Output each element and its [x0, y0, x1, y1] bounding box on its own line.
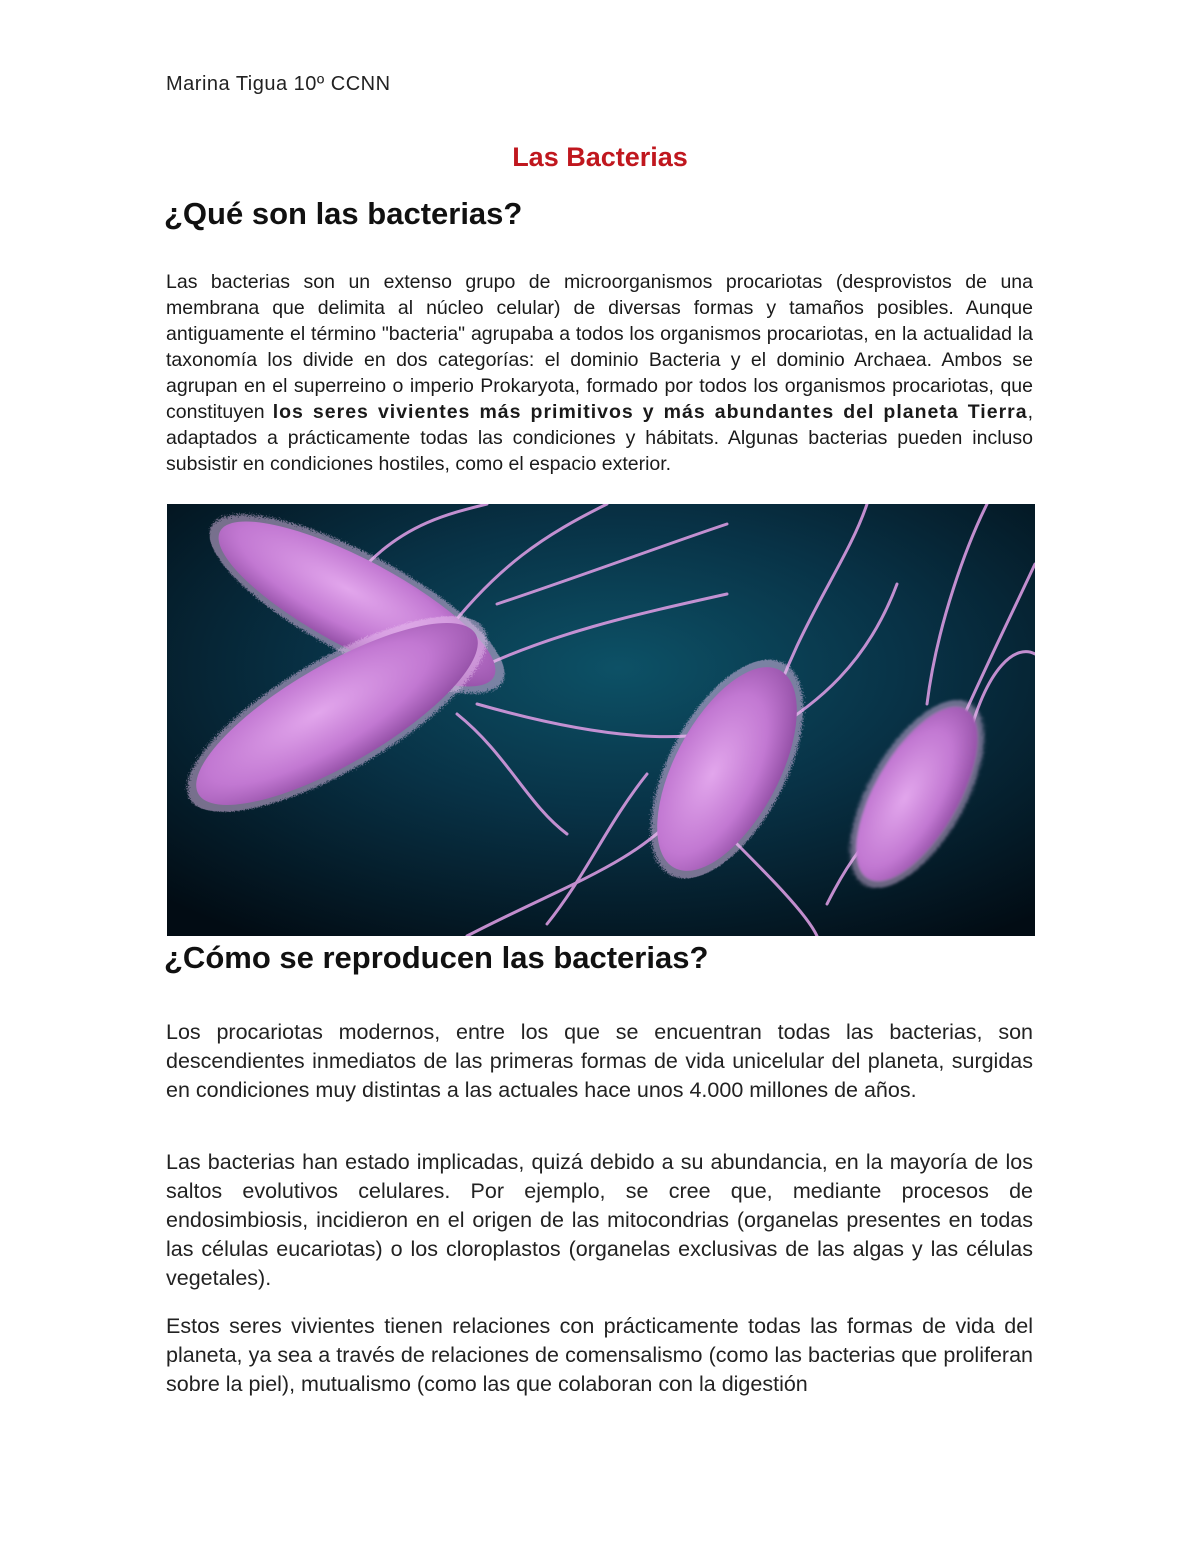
paragraph-bold-text: los seres vivientes más primitivos y más abundantes del planeta Tierra [272, 400, 1028, 423]
author-line: Marina Tigua 10º CCNN [166, 73, 391, 95]
bacteria-image [167, 504, 1035, 936]
paragraph-text: , adaptados a prácticamente todas las condiciones y hábitats. Algunas bacterias pueden incluso subsistir en condiciones hostiles, como el espacio exterior. [166, 400, 1034, 476]
paragraph-what-are-bacteria [166, 269, 1033, 478]
section-heading-what-are-bacteria: ¿Qué son las bacterias? [164, 196, 523, 231]
section-heading-reproduction: ¿Cómo se reproducen las bacterias? [164, 940, 709, 975]
paragraph-reproduction-2: Las bacterias han estado implicadas, quizá debido a su abundancia, en la mayoría de los saltos evolutivos celulares. Por ejemplo, se cree que, mediante procesos de endosimbiosis, incidieron en el origen de las mitocondrias (organelas presentes en todas las células eucariotas) o los cloroplastos (organelas exclusivas de las algas y las células vegetales). [166, 1149, 1033, 1290]
paragraph-reproduction-3: Estos seres vivientes tienen relaciones con prácticamente todas las formas de vida del planeta, ya sea a través de relaciones de comensalismo (como las bacterias que proliferan sobre la piel), mutualismo (como las que colaboran con la digestión [166, 1313, 1033, 1396]
paragraph-text: Las bacterias son un extenso grupo de microorganismos procariotas (desprovistos de una membrana que delimita al núcleo celular) de diversas formas y tamaños posibles. Aunque antiguamente el término "bacteria" agrupaba a todos los organismos procariotas, en la actualidad la taxonomía los divide en dos categorías: el dominio Bacteria y el dominio Archaea. Ambos se agrupan en el superreino o imperio Prokaryota, formado por todos los organismos procariotas, que constituyen [166, 270, 1033, 423]
paragraph-reproduction-1: Los procariotas modernos, entre los que se encuentran todas las bacterias, son descendientes inmediatos de las primeras formas de vida unicelular del planeta, surgidas en condiciones muy distintas a las actuales hace unos 4.000 millones de años. [166, 1019, 1033, 1102]
document-title: Las Bacterias [512, 142, 688, 172]
